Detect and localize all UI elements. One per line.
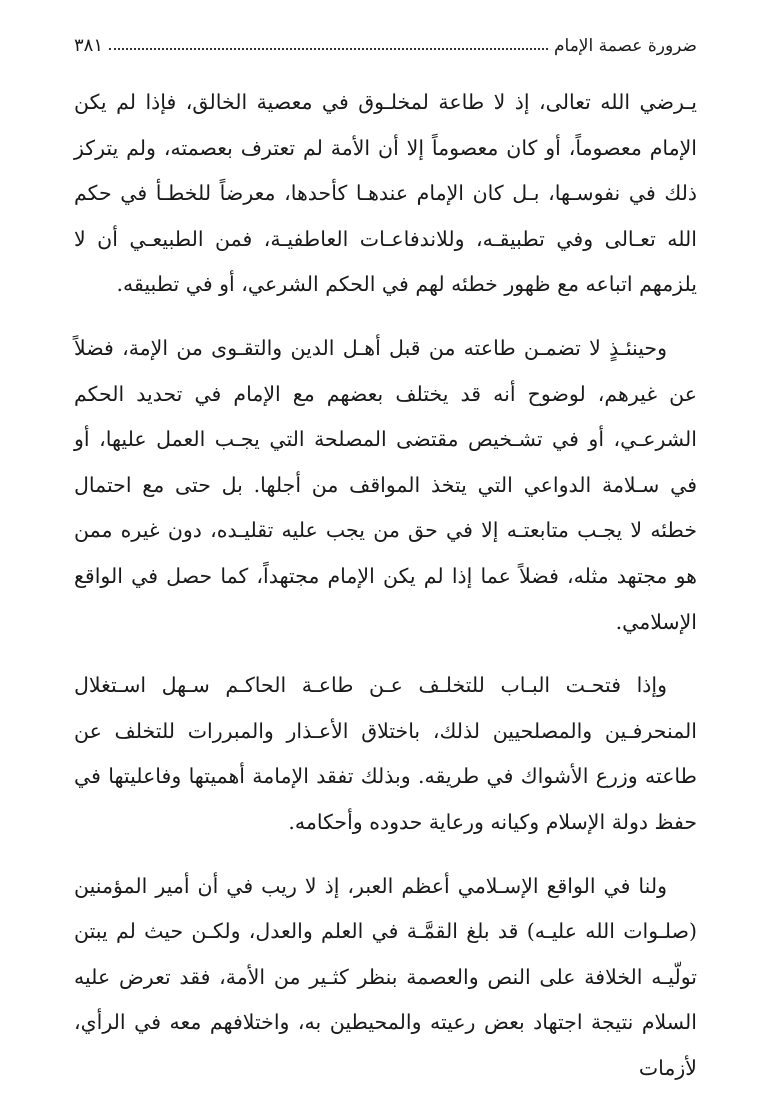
chapter-title: ضرورة عصمة الإمام — [553, 36, 697, 56]
running-header — [74, 28, 697, 56]
dotted-leader — [109, 47, 548, 50]
paragraph-2: وحينئـذٍ لا تضمـن طاعته من قبل أهـل الدين والتقـوى من الإمة، فضلاً عن غيرهم، لوضوح أنه قد يختلف بعضهم مع الإمام في تحديد الحكم الشرعـي، أو في تشـخيص مقتضى المصلحة التي يجـب العمل عليها، أو في سـلامة الدواعي التي يتخذ المواقف من أجلها. بل حتى مع احتمال خطئه لا يجـب متابعتـه إلا في حق من يجب عليه تقليـده، دون غيره ممن هو مجتهد مثله، فضلاً عما إذا لم يكن الإمام مجتهداً، كما حصل في الواقع الإسلامي. — [74, 335, 697, 634]
paragraph-4: ولنا في الواقع الإسـلامي أعظم العبر، إذ لا ريب في أن أمير المؤمنين (صلـوات الله عليـه) قد بلغ القمَّـة في العلم والعدل، ولكـن حيث لم يبتن تولّيـه الخلافة على النص والعصمة بنظر كثـير من الأمة، فقد تعرض عليه السلام نتيجة اجتهاد بعض رعيته والمحيطين به، واختلافهم معه في الرأي، لأزمات — [74, 873, 697, 1080]
paragraph-1: يـرضي الله تعالى، إذ لا طاعة لمخلـوق في معصية الخالق، فإذا لم يكن الإمام معصوماً، أو كان معصوماً إلا أن الأمة لم تعترف بعصمته، ولم يتركز ذلك في نفوسـها، بـل كان الإمام عندهـا كأحدها، معرضاً للخطـأ في حكم الله تعـالى وفي تطبيقـه، وللاندفاعـات العاطفيـة، فمن الطبيعـي أن لا يلزمهم اتباعه مع ظهور خطئه لهم في الحكم الشرعي، أو في تطبيقه. — [74, 90, 697, 297]
paragraph-3: وإذا فتحـت البـاب للتخلـف عـن طاعـة الحاكـم سـهل اسـتغلال المنحرفـين والمصلحيين لذلك، باختلاق الأعـذار والمبررات للتخلف عن طاعته وزرع الأشواك في طريقه. وبذلك تفقد الإمامة أهميتها وفاعليتها في حفظ دولة الإسلام وكيانه ورعاية حدوده وأحكامه. — [74, 673, 697, 834]
body-text — [74, 80, 697, 1109]
page-number: ٣٨١ — [74, 35, 104, 56]
